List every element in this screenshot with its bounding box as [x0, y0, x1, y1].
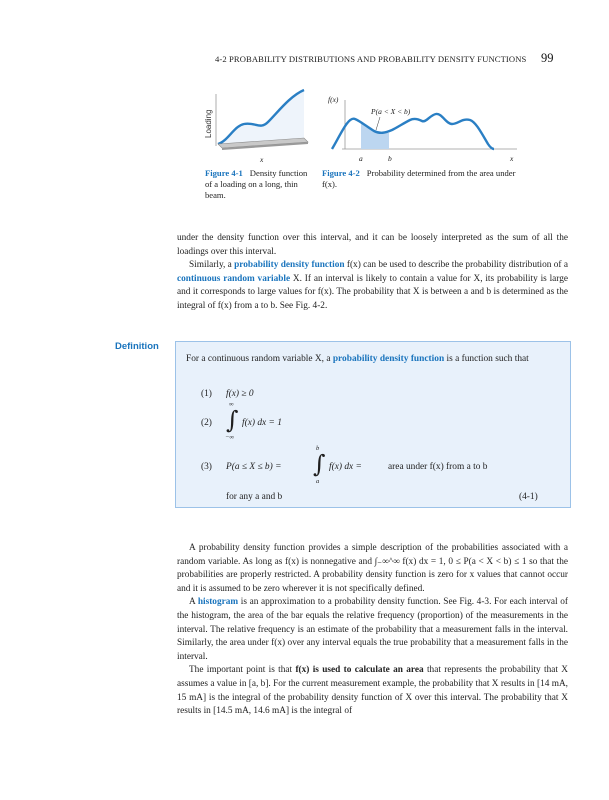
figure-4-2-caption: [322, 168, 527, 190]
item2-lower-limit: −∞: [225, 434, 235, 441]
definition-item-2-expr: f(x) dx = 1: [242, 418, 282, 428]
term-continuous-random-variable: continuous random variable: [177, 273, 291, 284]
term-histogram: histogram: [197, 597, 239, 608]
integral-sign-3: ∫: [313, 450, 326, 478]
term-pdf-definition: probability density function: [332, 354, 445, 364]
definition-heading: Definition: [115, 341, 159, 352]
item2-upper-limit: ∞: [229, 401, 234, 408]
intro-text: [177, 232, 568, 314]
definition-item-2-number: (2): [201, 418, 212, 428]
definition-footer: for any a and b: [226, 492, 283, 502]
figure2-x-label: x: [510, 154, 514, 163]
definition-item-1-expr: f(x) ≥ 0: [226, 389, 254, 399]
figure-4-1-text: Density function of a loading on a long, thin beam.: [205, 168, 308, 200]
intro-paragraph-2: Similarly, a probability density function f(x) can be used to describe the probability distribution of a continuous random variable X. If an interval is likely to contain a value for X, its probability is large and it corresponds to large values for f(x). The probability that X is between a and b is determined as the integral of f(x) from a to b. See Fig. 4-2.: [177, 260, 569, 311]
figure-4-2-text: Probability determined from the area under f(x).: [322, 168, 516, 189]
definition-box: [175, 341, 571, 508]
figure2-y-label: f(x): [328, 95, 339, 104]
tick-b-label: b: [388, 154, 392, 163]
body-paragraph-2: A histogram is an approximation to a probability density function. See Fig. 4-3. For each interval of the histogram, the area of the bar equals the relative frequency (proportion) of the measurements in the interval. The relative frequency is an estimate of the probability that a measurement falls in the interval. Similarly, the area under f(x) over any interval equals the true probability that a measurement falls in the interval.: [177, 597, 568, 662]
key-point: f(x) is used to calculate an area: [295, 665, 424, 676]
intro-paragraph-1: under the density function over this interval, and it can be loosely interpreted as the sum of all the loadings over this interval.: [177, 233, 568, 257]
definition-item-3-lhs: P(a ≤ X ≤ b) =: [226, 462, 282, 472]
running-header: 4-2 PROBABILITY DISTRIBUTIONS AND PROBABILITY DENSITY FUNCTIONS: [215, 54, 527, 64]
probability-area-graphic: [322, 86, 522, 166]
item3-upper-limit: b: [316, 445, 320, 452]
probability-annotation: P(a < X < b): [371, 107, 411, 116]
definition-item-1-number: (1): [201, 389, 212, 399]
figure-4-1: [198, 86, 318, 171]
equation-number: (4-1): [519, 492, 538, 502]
body-paragraph-3: The important point is that f(x) is used to calculate an area that represents the probability that X assumes a value in [a, b]. For the current measurement example, the probability that X results in [14 mA, 15 mA] is the integral of the probability density function of X over this interval. The probability that X results in [14.5 mA, 14.6 mA] is the integral of: [177, 665, 568, 717]
item3-lower-limit: a: [316, 478, 320, 485]
definition-item-3-expr: f(x) dx =: [329, 462, 362, 472]
figure-4-1-caption: [205, 168, 313, 201]
density-curve: [332, 114, 494, 149]
beam-loading-graphic: [198, 86, 318, 166]
figure-4-1-label: Figure 4-1: [205, 168, 243, 178]
term-probability-density-function: probability density function: [234, 260, 345, 271]
loading-axis-label: Loading: [204, 109, 213, 138]
tick-a-label: a: [359, 154, 363, 163]
figure1-x-label: x: [260, 155, 264, 164]
page-number: 99: [541, 51, 554, 65]
figure-4-2-label: Figure 4-2: [322, 168, 360, 178]
definition-item-3-number: (3): [201, 462, 212, 472]
integral-sign-2: ∫: [226, 406, 239, 434]
body-paragraph-1: A probability density function provides a simple description of the probabilities associated with a random variable. As long as f(x) is nonnegative and ∫₋∞^∞ f(x) dx = 1, 0 ≤ P(a < X < b) ≤ 1 so that the probabilities are properly restricted. A probability density function is zero for x values that cannot occur and it is assumed to be zero wherever it is not specifically defined.: [177, 543, 568, 594]
definition-lead: For a continuous random variable X, a probability density function is a function such that: [186, 354, 529, 364]
body-text: [177, 542, 568, 719]
definition-item-3-rhs: area under f(x) from a to b: [388, 462, 488, 472]
figure-4-2: [322, 86, 522, 171]
